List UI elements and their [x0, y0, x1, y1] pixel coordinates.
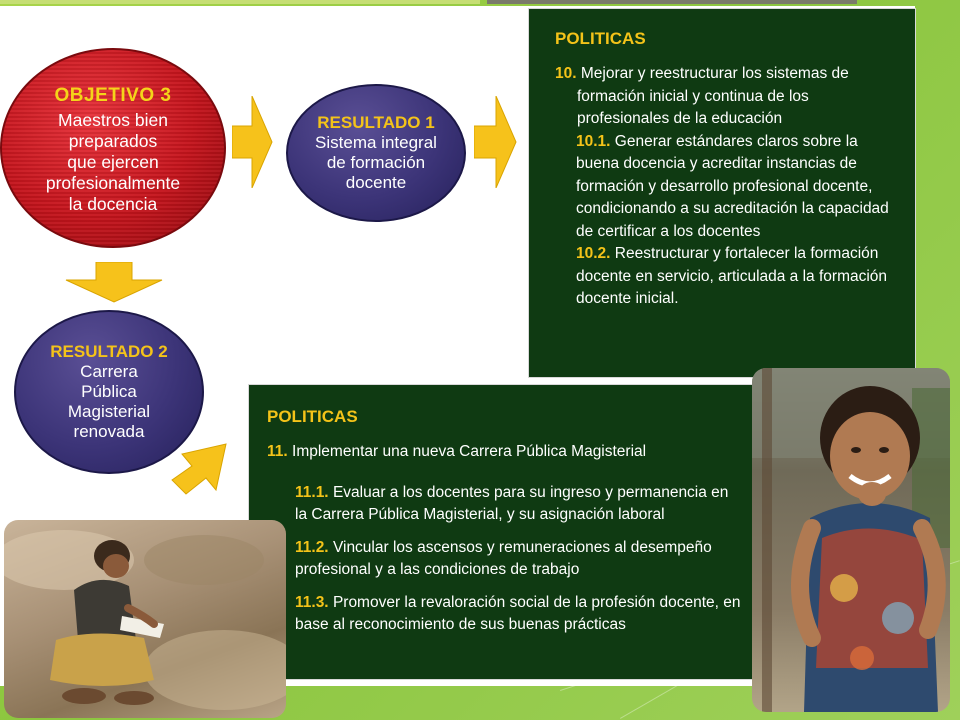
- policy-number: 11.1.: [295, 483, 329, 501]
- objective-line: la docencia: [68, 194, 158, 214]
- policy-text: Promover la revaloración social de la profesión docente, en base al reconocimiento de sus buenas prácticas: [295, 593, 741, 633]
- objective-text: [46, 110, 180, 215]
- arrow-diagonal-icon: [168, 440, 234, 520]
- policy-number: 10.1.: [576, 132, 611, 150]
- policies-2-title: POLITICAS: [267, 407, 358, 426]
- arrow-right-icon: [232, 96, 274, 188]
- policy-number: 11.3.: [295, 593, 329, 611]
- result-1-line: de formación: [326, 153, 426, 172]
- objective-ellipse: [0, 48, 226, 248]
- policy-item: [267, 482, 743, 527]
- top-accent-bar: [0, 0, 480, 4]
- result-2-text: [68, 362, 150, 442]
- result-1-line: Sistema integral: [315, 133, 437, 152]
- policy-item: [267, 441, 743, 464]
- policy-number: 10.2.: [576, 245, 611, 262]
- policy-number: 11.: [267, 443, 288, 460]
- policies-1-title: POLITICAS: [555, 29, 646, 48]
- policy-item: [555, 243, 901, 311]
- result-1-ellipse: [286, 84, 466, 222]
- top-accent-bar: [487, 0, 857, 4]
- objective-line: Maestros bien: [58, 110, 168, 130]
- policies-box-1: [528, 8, 916, 378]
- result-1-title: RESULTADO 1: [317, 113, 435, 132]
- objective-line: preparados: [68, 131, 158, 151]
- policy-item: [267, 537, 743, 582]
- policy-text: Reestructurar y fortalecer la formación docente en servicio, articulada a la formación docente inicial.: [576, 245, 888, 307]
- photo-child-writing: [4, 520, 286, 718]
- objective-line: que ejercen: [67, 152, 159, 172]
- result-2-line: Pública: [81, 382, 137, 401]
- policy-text: Evaluar a los docentes para su ingreso y permanencia en la Carrera Pública Magisterial, y su asignación laboral: [295, 483, 729, 523]
- arrow-right-icon: [474, 96, 518, 188]
- result-2-line: renovada: [73, 422, 145, 441]
- result-2-line: Carrera: [80, 362, 138, 381]
- policy-item: [555, 63, 901, 131]
- policy-text: Generar estándares claros sobre la buena docencia y acreditar instancias de formación y desarrollo profesional docente, condicionando a su acreditación la capacidad de certificar a los docentes: [576, 132, 889, 240]
- policy-text: Mejorar y reestructurar los sistemas de formación inicial y continua de los profesionales de la educación: [577, 65, 849, 127]
- objective-line: profesionalmente: [45, 173, 181, 193]
- arrow-down-icon: [64, 262, 164, 304]
- policy-number: 11.2.: [295, 538, 329, 556]
- photo-smiling-girl: [752, 368, 950, 712]
- result-2-title: RESULTADO 2: [50, 342, 168, 361]
- policies-box-2: [248, 384, 758, 680]
- policy-text: Vincular los ascensos y remuneraciones al desempeño profesional y a las condiciones de trabajo: [295, 538, 712, 578]
- result-1-line: docente: [345, 173, 407, 192]
- objective-title: OBJETIVO 3: [54, 85, 172, 106]
- policy-item: [267, 592, 743, 637]
- policy-number: 10.: [555, 65, 577, 82]
- result-1-text: [315, 133, 437, 193]
- policy-text: Implementar una nueva Carrera Pública Magisterial: [292, 443, 647, 460]
- policy-item: [555, 131, 901, 244]
- result-2-line: Magisterial: [67, 402, 151, 421]
